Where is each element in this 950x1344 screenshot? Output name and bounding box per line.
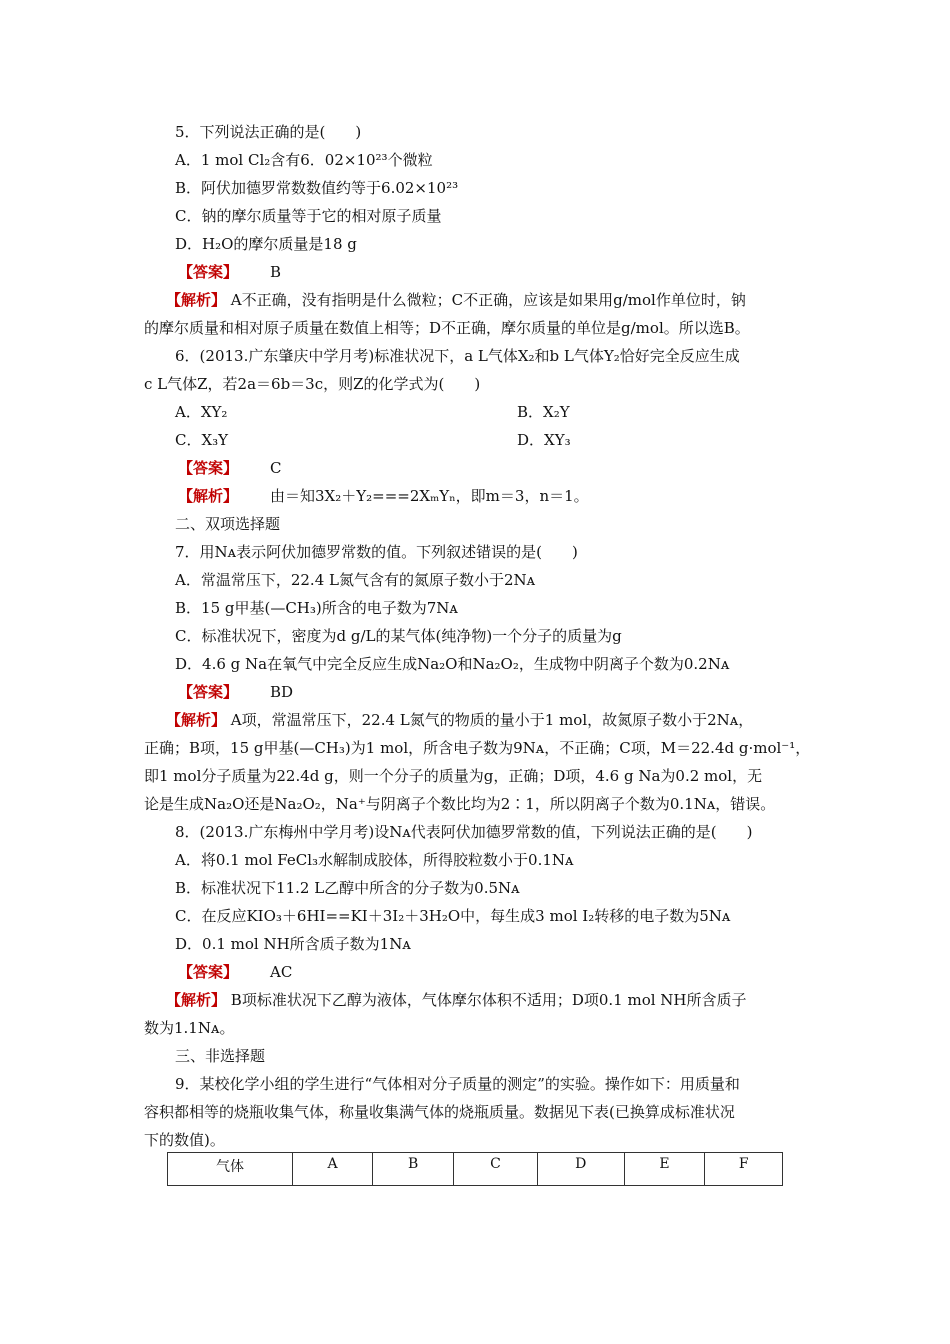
- q5-analysis-cont: 的摩尔质量和相对原子质量在数值上相等；D不正确，摩尔质量的单位是g/mol。所以选B。: [144, 319, 750, 337]
- q7-stem: 7．用Nᴀ表示阿伏加德罗常数的值。下列叙述错误的是( ): [175, 543, 578, 561]
- q6-option-b: B．X₂Y: [517, 403, 570, 421]
- table-header-cell: D: [537, 1153, 624, 1186]
- q7-option-b: B．15 g甲基(—CH₃)所含的电子数为7Nᴀ: [175, 599, 458, 617]
- q7-analysis: [166, 710, 753, 730]
- analysis-text: 由＝知3X₂＋Y₂===2XₘYₙ，即m＝3，n＝1。: [270, 487, 589, 505]
- q7-answer: [178, 682, 293, 702]
- q8-option-b: B．标准状况下11.2 L乙醇中所含的分子数为0.5Nᴀ: [175, 879, 520, 897]
- q7-option-d: D．4.6 g Na在氧气中完全反应生成Na₂O和Na₂O₂，生成物中阴离子个数为0.2Nᴀ: [175, 655, 730, 673]
- q6-stem-2: c L气体Z，若2a＝6b＝3c，则Z的化学式为( ): [144, 375, 481, 393]
- q9-stem-2: 容积都相等的烧瓶收集气体，称量收集满气体的烧瓶质量。数据见下表(已换算成标准状况: [144, 1103, 735, 1121]
- answer-value: BD: [270, 683, 294, 701]
- q8-analysis-cont: 数为1.1Nᴀ。: [144, 1019, 235, 1037]
- q8-option-a: A．将0.1 mol FeCl₃水解制成胶体，所得胶粒数小于0.1Nᴀ: [175, 851, 574, 869]
- q7-analysis-cont-2: 即1 mol分子质量为22.4d g，则一个分子的质量为g，正确；D项，4.6 g Na为0.2 mol，无: [144, 767, 763, 785]
- answer-value: C: [270, 459, 282, 477]
- q6-analysis: [178, 486, 589, 506]
- q5-option-d: D．H₂O的摩尔质量是18 g: [175, 235, 357, 253]
- table-header-cell: C: [454, 1153, 538, 1186]
- table-header-cell: A: [293, 1153, 373, 1186]
- q6-option-d: D．XY₃: [517, 431, 571, 449]
- analysis-label: 【解析】: [166, 291, 227, 309]
- answer-label: 【答案】: [178, 963, 239, 981]
- q5-option-b: B．阿伏加德罗常数数值约等于6.02×10²³: [175, 179, 459, 197]
- q6-option-c: C．X₃Y: [175, 431, 229, 449]
- table-header-cell: F: [705, 1153, 783, 1186]
- analysis-text: B项标准状况下乙醇为液体，气体摩尔体积不适用；D项0.1 mol NH所含质子: [230, 991, 747, 1009]
- q8-option-c: C．在反应KIO₃＋6HI==KI＋3I₂＋3H₂O中，每生成3 mol I₂转移的电子数为5Nᴀ: [175, 907, 731, 925]
- q8-analysis: [166, 990, 747, 1010]
- table-header-cell: B: [373, 1153, 454, 1186]
- answer-label: 【答案】: [178, 683, 239, 701]
- table-header-row: [168, 1153, 783, 1186]
- gas-data-table: [167, 1152, 783, 1186]
- analysis-label: 【解析】: [178, 487, 239, 505]
- q7-analysis-cont-1: 正确；B项，15 g甲基(—CH₃)为1 mol，所含电子数为9Nᴀ，不正确；C项，M＝22.4d g·mol⁻¹，: [144, 739, 811, 757]
- q5-answer: [178, 262, 281, 282]
- answer-label: 【答案】: [178, 263, 239, 281]
- q6-stem-1: 6．(2013.广东肇庆中学月考)标准状况下，a L气体X₂和b L气体Y₂恰好完全反应生成: [175, 347, 740, 365]
- analysis-label: 【解析】: [166, 711, 227, 729]
- q7-option-a: A．常温常压下，22.4 L氮气含有的氮原子数小于2Nᴀ: [175, 571, 536, 589]
- answer-value: AC: [270, 963, 293, 981]
- q7-option-c: C．标准状况下，密度为d g/L的某气体(纯净物)一个分子的质量为g: [175, 627, 622, 645]
- q8-option-d: D．0.1 mol NH所含质子数为1Nᴀ: [175, 935, 411, 953]
- q5-analysis: [166, 290, 746, 310]
- table-header-cell: E: [624, 1153, 705, 1186]
- q6-option-a: A．XY₂: [175, 403, 228, 421]
- section-heading-double-choice: 二、双项选择题: [175, 515, 281, 533]
- q9-stem-3: 下的数值)。: [144, 1131, 225, 1149]
- analysis-text: A项，常温常压下，22.4 L氮气的物质的量小于1 mol，故氮原子数小于2Nᴀ，: [230, 711, 754, 729]
- analysis-text: A不正确，没有指明是什么微粒；C不正确，应该是如果用g/mol作单位时，钠: [230, 291, 746, 309]
- analysis-label: 【解析】: [166, 991, 227, 1009]
- answer-value: B: [270, 263, 282, 281]
- q5-option-c: C．钠的摩尔质量等于它的相对原子质量: [175, 207, 442, 225]
- table-header-cell: 气体: [168, 1153, 293, 1186]
- q5-option-a: A．1 mol Cl₂含有6．02×10²³个微粒: [175, 151, 433, 169]
- answer-label: 【答案】: [178, 459, 239, 477]
- section-heading-non-choice: 三、非选择题: [175, 1047, 266, 1065]
- q6-answer: [178, 458, 282, 478]
- q5-stem: 5．下列说法正确的是( ): [175, 123, 362, 141]
- q7-analysis-cont-3: 论是生成Na₂O还是Na₂O₂，Na⁺与阴离子个数比均为2∶1，所以阴离子个数为0.1Nᴀ，错误。: [144, 795, 776, 813]
- q8-answer: [178, 962, 292, 982]
- q8-stem: 8．(2013.广东梅州中学月考)设Nᴀ代表阿伏加德罗常数的值，下列说法正确的是( ): [175, 823, 753, 841]
- q9-stem-1: 9．某校化学小组的学生进行“气体相对分子质量的测定”的实验。操作如下：用质量和: [175, 1075, 740, 1093]
